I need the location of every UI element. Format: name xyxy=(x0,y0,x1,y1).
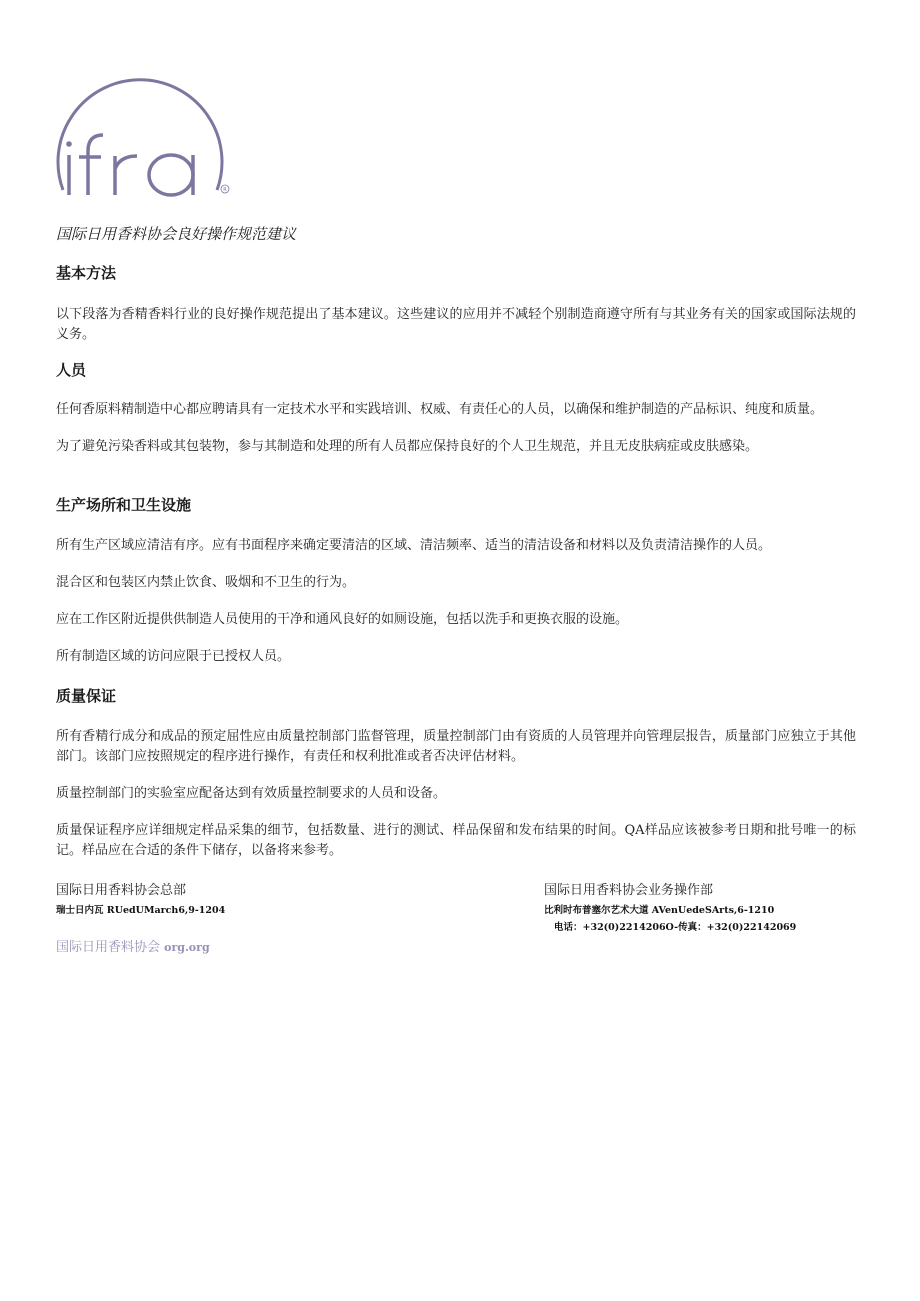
ops-name: 国际日用香料协会业务操作部 xyxy=(544,883,714,898)
section-premises xyxy=(56,494,856,667)
paragraph: 为了避免污染香料或其包装物，参与其制造和处理的所有人员都应保持良好的个人卫生规范，并且无皮肤病症或皮肤感染。 xyxy=(56,439,759,454)
paragraph: 应在工作区附近提供供制造人员使用的干净和通风良好的如厕设施，包括以洗手和更换衣服的设施。 xyxy=(56,612,629,627)
paragraph: 质量控制部门的实验室应配备达到有效质量控制要求的人员和设备。 xyxy=(56,786,447,801)
paragraph: 质量保证程序应详细规定样品采集的细节，包括数量、进行的测试、样品保留和发布结果的时间。QA样品应该被参考日期和批号唯一的标记。样品应在合适的条件下储存，以备将来参考。 xyxy=(56,823,856,858)
paragraph: 混合区和包装区内禁止饮食、吸烟和不卫生的行为。 xyxy=(56,575,356,590)
website-label: 国际日用香料协会 xyxy=(56,940,161,955)
section-heading: 基本方法 xyxy=(56,264,117,282)
ifra-logo xyxy=(55,55,235,200)
footer-headquarters xyxy=(56,879,225,916)
hq-address: 瑞士日内瓦 RUedUMarch6,9-1204 xyxy=(56,905,226,916)
paragraph: 所有制造区域的访问应限于已授权人员。 xyxy=(56,649,291,664)
document-title: 国际日用香料协会良好操作规范建议 xyxy=(56,225,297,243)
paragraph: 任何香原料精制造中心都应聘请具有一定技术水平和实践培训、权威、有责任心的人员，以确保和维护制造的产品标识、纯度和质量。 xyxy=(56,402,824,417)
section-heading: 人员 xyxy=(56,361,87,379)
section-heading: 生产场所和卫生设施 xyxy=(56,496,192,514)
footer-operations xyxy=(544,879,796,933)
section-personnel xyxy=(56,359,856,457)
svg-text:R: R xyxy=(223,187,227,193)
website-link[interactable] xyxy=(56,936,210,955)
ifra-logo-mark xyxy=(55,55,235,200)
section-quality xyxy=(56,685,856,861)
section-basic xyxy=(56,262,856,345)
hq-name: 国际日用香料协会总部 xyxy=(56,883,187,898)
paragraph: 以下段落为香精香料行业的良好操作规范提出了基本建议。这些建议的应用并不减轻个别制造商遵守所有与其业务有关的国家或国际法规的义务。 xyxy=(56,307,856,342)
paragraph: 所有生产区域应清洁有序。应有书面程序来确定要清洁的区域、清洁频率、适当的清洁设备和材料以及负责清洁操作的人员。 xyxy=(56,538,772,553)
paragraph: 所有香精行成分和成品的预定屈性应由质量控制部门监督管理，质量控制部门由有资质的人员管理并向管理层报告，质量部门应独立于其他部门。该部门应按照规定的程序进行操作，有责任和权利批准或者否决评估材料。 xyxy=(56,729,856,764)
website-suffix: org.org xyxy=(164,941,210,954)
ops-address: 比利时布普塞尔艺术大道 AVenUedeSArts,6-1210 xyxy=(544,905,775,916)
section-heading: 质量保证 xyxy=(56,687,117,705)
ops-phone: 电话：+32(0)2214206O-传真：+32(0)22142069 xyxy=(554,922,797,933)
